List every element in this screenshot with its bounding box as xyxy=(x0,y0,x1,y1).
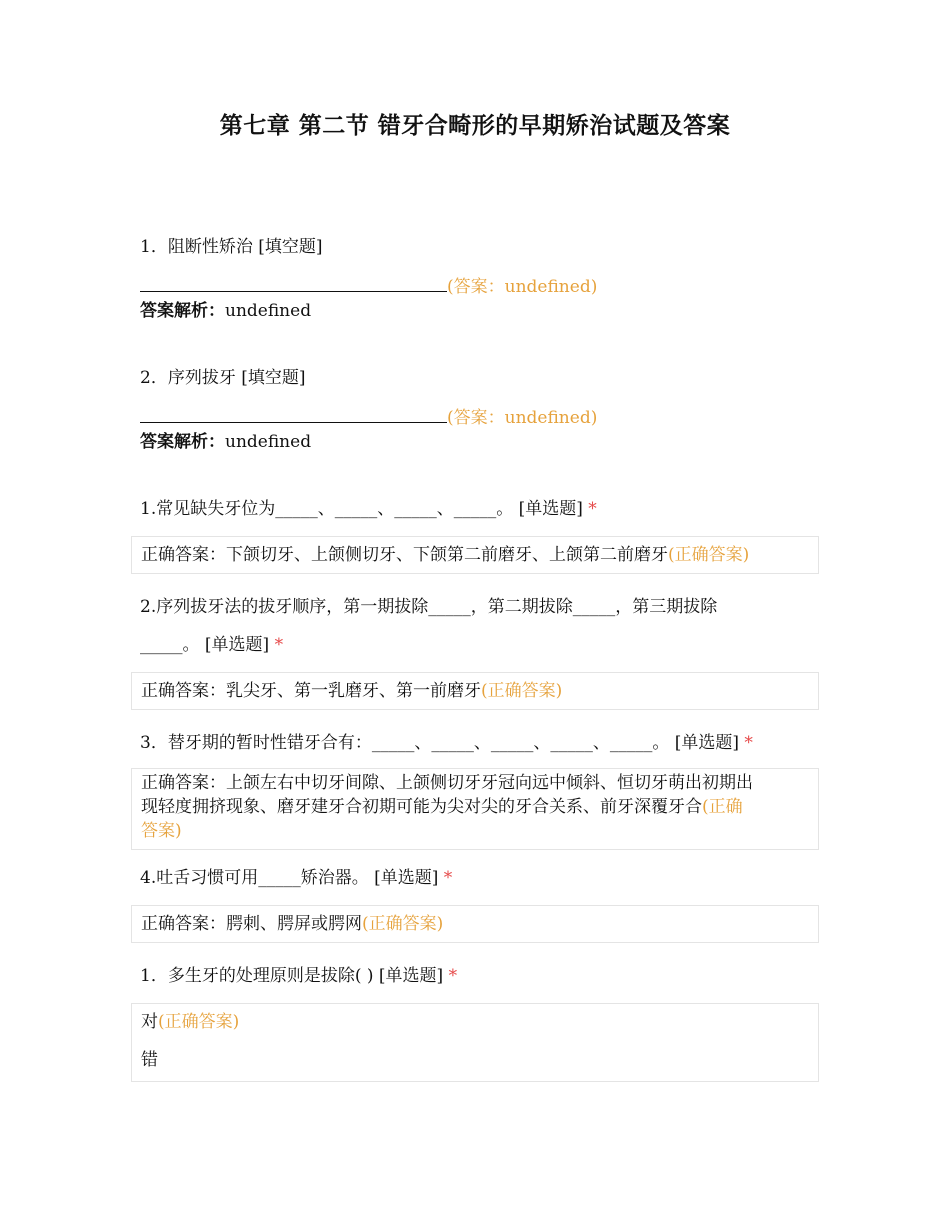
choice-question-3 xyxy=(140,731,753,755)
choice-question-4 xyxy=(140,866,452,890)
analysis-label: 答案解析： xyxy=(140,432,225,452)
correct-answer-tag: (正确答案) xyxy=(481,681,563,701)
question-prompt: 4.吐舌习惯可用_____矫治器。 [单选题] xyxy=(140,868,439,888)
answer-prefix: 正确答案： xyxy=(141,545,226,565)
question-prompt: 1．多生牙的处理原则是拔除( ) [单选题] xyxy=(140,966,444,986)
question-number: 1． xyxy=(140,237,168,257)
answer-text: 下颌切牙、上颌侧切牙、下颌第二前磨牙、上颌第二前磨牙 xyxy=(226,545,668,565)
answer-text: 腭刺、腭屏或腭网 xyxy=(226,914,362,934)
answer-text-line-2: 现轻度拥挤现象、磨牙建牙合初期可能为尖对尖的牙合关系、前牙深覆牙合(正确 xyxy=(141,797,743,817)
correct-answer-tag: (正确 xyxy=(702,797,743,817)
answer-box-4 xyxy=(131,905,819,943)
answer-box-2 xyxy=(131,672,819,710)
choice-question-2-line-1 xyxy=(140,595,717,619)
analysis-label: 答案解析： xyxy=(140,301,225,321)
answer-mark: (答案：undefined) xyxy=(447,408,598,428)
answer-box-3 xyxy=(131,768,819,850)
question-number: 2． xyxy=(140,368,168,388)
correct-answer-tag-continued: 答案) xyxy=(141,821,182,841)
correct-answer-tag: (正确答案) xyxy=(158,1012,240,1032)
fill-question-1 xyxy=(140,235,323,259)
choice-question-2-line-2 xyxy=(140,633,283,657)
fill-question-2 xyxy=(140,366,306,390)
question-prompt: 1.常见缺失牙位为_____、_____、_____、_____。 [单选题] xyxy=(140,499,583,519)
question-prompt: _____。 [单选题] xyxy=(140,635,270,655)
option-false xyxy=(141,1048,809,1072)
question-text: 阻断性矫治 [填空题] xyxy=(167,237,323,257)
fill-answer-line-1 xyxy=(140,273,597,299)
question-prompt: 2.序列拔牙法的拔牙顺序，第一期拔除_____，第二期拔除_____，第三期拔除 xyxy=(140,597,718,617)
answer-prefix: 正确答案： xyxy=(141,914,226,934)
choice-question-5 xyxy=(140,964,457,988)
answer-mark: (答案：undefined) xyxy=(447,277,598,297)
answer-text: 乳尖牙、第一乳磨牙、第一前磨牙 xyxy=(226,681,481,701)
required-marker: * xyxy=(448,966,458,986)
correct-answer-tag: (正确答案) xyxy=(362,914,444,934)
option-label: 错 xyxy=(141,1050,158,1070)
required-marker: * xyxy=(443,868,453,888)
choice-question-1 xyxy=(140,497,597,521)
question-text: 序列拔牙 [填空题] xyxy=(167,368,306,388)
options-box xyxy=(131,1003,819,1082)
analysis-value: undefined xyxy=(225,432,312,452)
option-true xyxy=(141,1010,809,1048)
required-marker: * xyxy=(744,733,753,753)
answer-prefix: 正确答案： xyxy=(141,681,226,701)
page-title: 第七章 第二节 错牙合畸形的早期矫治试题及答案 xyxy=(219,113,731,139)
option-label: 对 xyxy=(141,1012,158,1032)
required-marker: * xyxy=(588,499,597,519)
answer-box-1 xyxy=(131,536,819,574)
fill-answer-line-2 xyxy=(140,404,597,430)
analysis-value: undefined xyxy=(225,301,312,321)
answer-analysis-1 xyxy=(140,299,311,323)
answer-text-line-1: 正确答案：上颌左右中切牙间隙、上颌侧切牙牙冠向远中倾斜、恒切牙萌出初期出 xyxy=(141,773,753,793)
required-marker: * xyxy=(274,635,284,655)
blank-underline xyxy=(140,404,447,423)
blank-underline xyxy=(140,273,447,292)
question-prompt: 3．替牙期的暂时性错牙合有：_____、_____、_____、_____、_____。 [单选题] xyxy=(140,733,739,753)
correct-answer-tag: (正确答案) xyxy=(668,545,750,565)
answer-analysis-2 xyxy=(140,430,311,454)
